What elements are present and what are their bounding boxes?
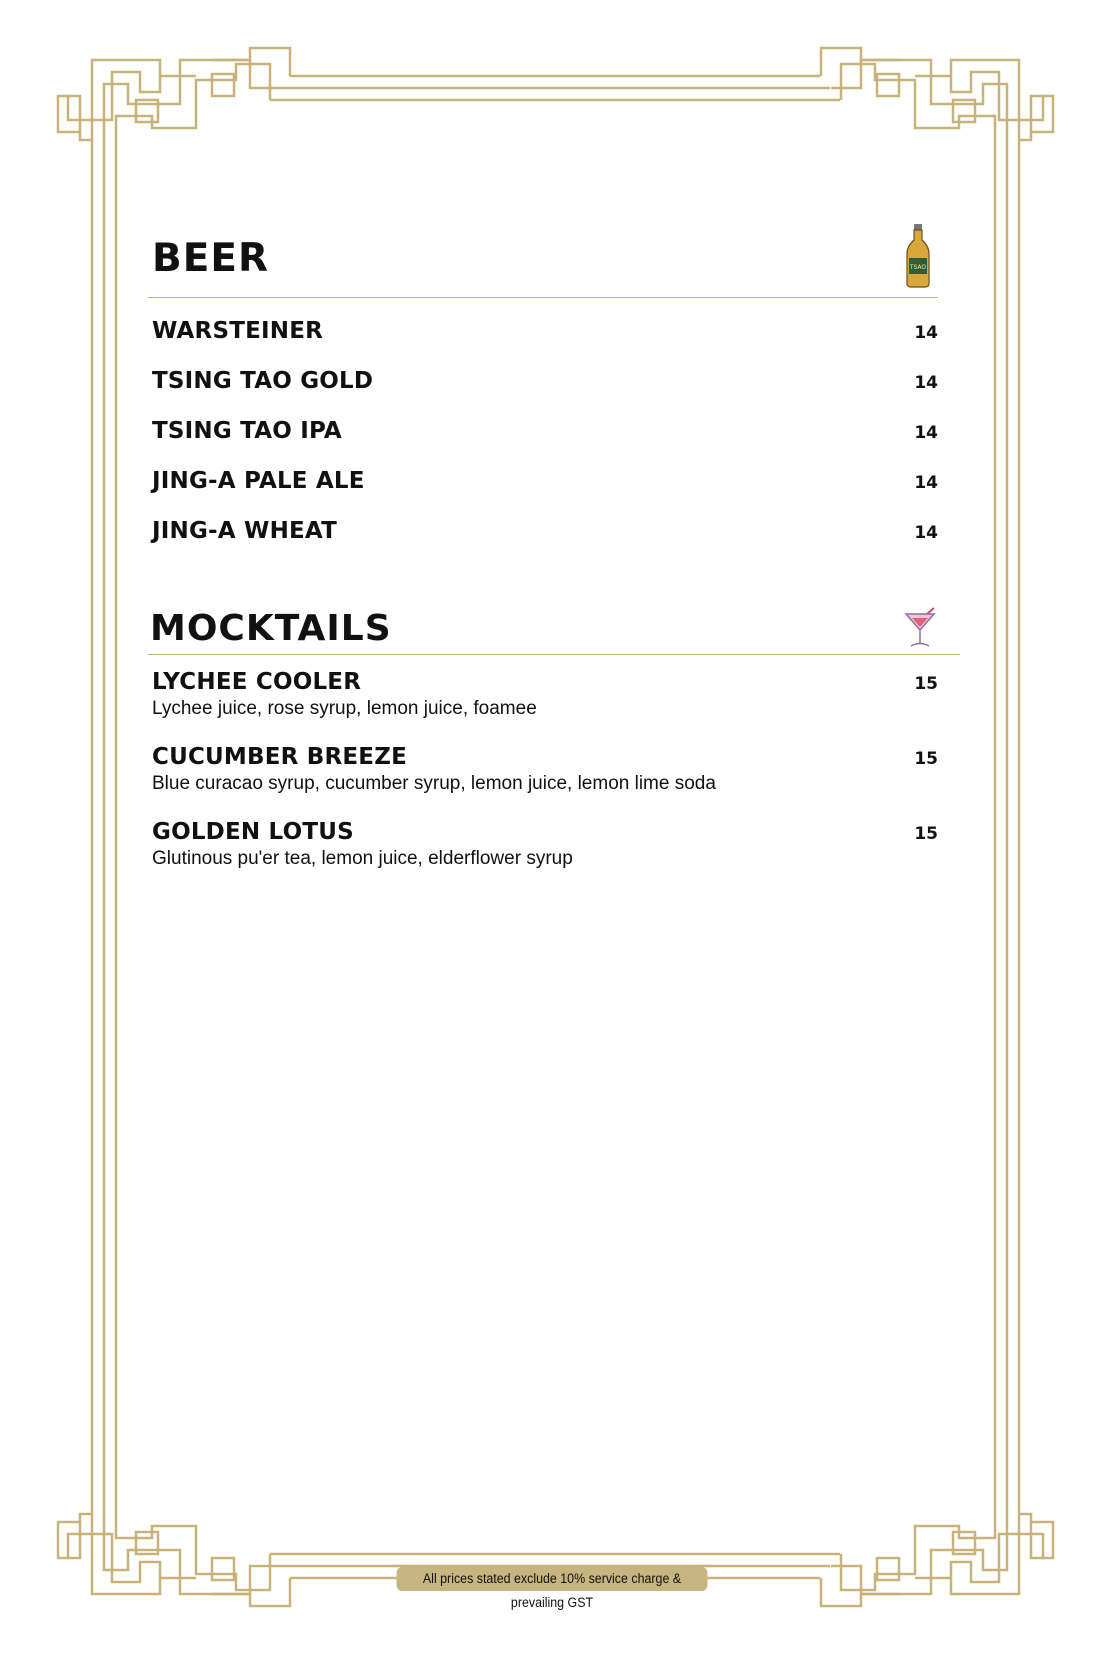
menu-item-name: GOLDEN LOTUS	[152, 819, 354, 845]
menu-item-name: LYCHEE COOLER	[152, 669, 362, 695]
cocktail-glass-icon	[904, 606, 938, 650]
menu-item-price: 14	[914, 373, 938, 393]
menu-item-description: Blue curacao syrup, cucumber syrup, lemon juice, lemon lime soda	[152, 773, 716, 794]
menu-item-name: JING-A PALE ALE	[152, 468, 365, 494]
section-title-beer: BEER	[152, 236, 270, 281]
menu-item-price: 15	[914, 749, 938, 769]
menu-item-name: JING-A WHEAT	[152, 518, 338, 544]
menu-item-price: 14	[914, 323, 938, 343]
menu-item-name: TSING TAO GOLD	[152, 368, 374, 394]
menu-item-price: 15	[914, 674, 938, 694]
menu-item-name: CUCUMBER BREEZE	[152, 744, 408, 770]
menu-item-price: 14	[914, 473, 938, 493]
section-title-mocktails: MOCKTAILS	[150, 608, 392, 649]
menu-item-name: TSING TAO IPA	[152, 418, 342, 444]
price-disclaimer: All prices stated exclude 10% service charge & prevailing GST	[397, 1567, 708, 1591]
menu-item-price: 14	[914, 523, 938, 543]
menu-item-description: Glutinous pu'er tea, lemon juice, elderflower syrup	[152, 848, 573, 869]
menu-item-name: WARSTEINER	[152, 318, 324, 344]
section-divider	[148, 297, 938, 298]
menu-item-description: Lychee juice, rose syrup, lemon juice, foamee	[152, 698, 537, 719]
menu-item-price: 14	[914, 423, 938, 443]
svg-text:TSAO: TSAO	[909, 264, 927, 271]
beer-bottle-icon	[905, 224, 931, 288]
section-divider	[148, 654, 960, 655]
menu-item-price: 15	[914, 824, 938, 844]
